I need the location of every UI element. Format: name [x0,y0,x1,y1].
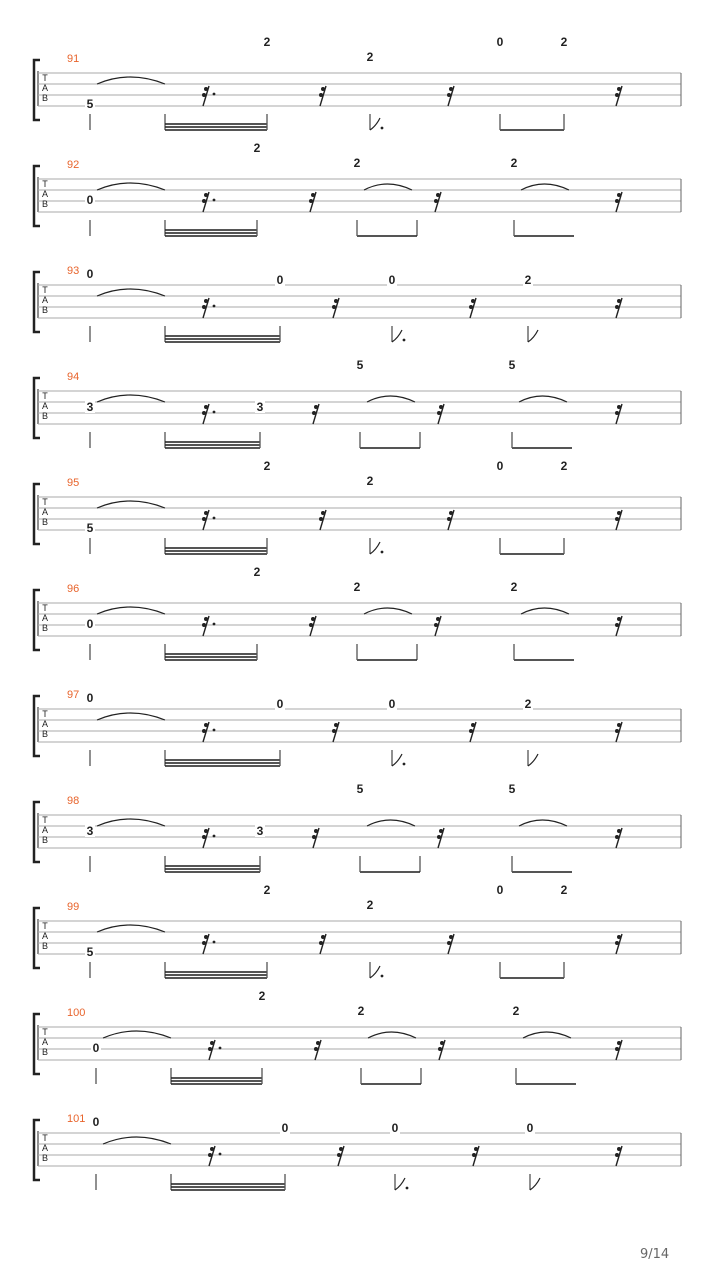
note-dot [381,975,384,978]
tab-clef-letter: B [41,305,49,315]
rest [434,616,441,636]
tie [368,1032,416,1038]
tab-clef-letter: B [41,835,49,845]
note-flag [528,754,538,766]
rest-flag [434,199,438,203]
note-dot [403,339,406,342]
rest-flag [314,1047,318,1051]
tie [521,184,569,190]
rest-flag [332,305,336,309]
system-bracket [34,484,40,544]
tab-clef-letter: B [41,199,49,209]
rest-flag [202,941,206,945]
tab-system [34,565,681,660]
rest-flag [339,1147,343,1151]
tab-clef-letter: T [42,179,48,189]
tab-system [34,141,681,236]
tie [103,1137,171,1144]
fret-number: 2 [263,35,271,49]
rest-flag [440,1041,444,1045]
fret-number: 2 [366,50,374,64]
tie [519,820,567,826]
fret-number: 2 [253,141,261,155]
rest [202,510,215,530]
fret-number: 2 [253,565,261,579]
fret-number: 0 [388,273,396,287]
system-bracket [34,590,40,650]
rest [615,192,622,212]
rest-flag [617,193,621,197]
fret-number: 5 [86,521,94,535]
rest-dot [213,305,216,308]
rest-flag [321,511,325,515]
tab-clef-letter: A [41,613,49,623]
rest-dot [213,835,216,838]
tab-clef-letter: A [41,1037,49,1047]
rest-flag [617,723,621,727]
fret-number: 0 [388,697,396,711]
rest [615,934,622,954]
tab-clef-letter: T [42,73,48,83]
rest [472,1146,479,1166]
rest-flag [319,93,323,97]
rest-flag [449,511,453,515]
fret-number: 2 [560,35,568,49]
rest-flag [615,1153,619,1157]
fret-number: 3 [86,824,94,838]
system-bracket [34,802,40,862]
rest-flag [202,411,206,415]
rest-dot [219,1153,222,1156]
rest-flag [316,1041,320,1045]
rest-flag [615,729,619,733]
tie [97,77,165,84]
tie [521,608,569,614]
rest-flag [332,729,336,733]
tab-clef-letter: B [41,1047,49,1057]
tab-clef-letter: B [41,93,49,103]
rest-flag [437,835,441,839]
tab-system [34,989,681,1084]
rest-flag [617,511,621,515]
rest [337,1146,344,1166]
rest-flag [449,87,453,91]
system-bracket [34,1120,40,1180]
rest-flag [204,193,208,197]
tab-clef-letter: A [41,83,49,93]
rest-flag [472,1153,476,1157]
rest [202,86,215,106]
rest-flag [314,829,318,833]
tie [364,608,412,614]
fret-number: 0 [86,193,94,207]
rest [469,298,476,318]
tab-clef-letter: A [41,295,49,305]
rest [615,86,622,106]
fret-number: 5 [86,945,94,959]
tab-clef-letter: B [41,517,49,527]
rest [202,722,215,742]
tab-system [34,265,681,342]
rest-flag [309,623,313,627]
tab-clef-letter: B [41,1153,49,1163]
rest [202,192,215,212]
rest-flag [321,935,325,939]
tab-system [34,35,681,130]
fret-number: 2 [510,156,518,170]
rest-flag [204,829,208,833]
measure-number: 94 [67,371,80,383]
rest-flag [439,829,443,833]
measure-number: 91 [67,53,80,65]
tab-clef-letter: A [41,931,49,941]
tab-clef-letter: T [42,709,48,719]
rest [208,1040,221,1060]
measure-number: 97 [67,689,80,701]
rest-flag [204,723,208,727]
rest-flag [617,1041,621,1045]
fret-number: 2 [263,459,271,473]
tie [523,1032,571,1038]
tie [97,713,165,720]
rest [447,510,454,530]
rest [615,510,622,530]
tab-system [34,459,681,554]
tie [367,820,415,826]
rest-dot [219,1047,222,1050]
fret-number: 3 [86,400,94,414]
measure-number: 100 [67,1007,86,1019]
system-bracket [34,378,40,438]
rest-flag [436,193,440,197]
fret-number: 2 [357,1004,365,1018]
fret-number: 0 [92,1041,100,1055]
rest-flag [204,935,208,939]
fret-number: 0 [281,1121,289,1135]
rest [615,1146,622,1166]
note-flag [395,1178,405,1190]
rest-flag [314,405,318,409]
tie [97,395,165,402]
fret-number: 5 [356,782,364,796]
rest [319,934,326,954]
rest [202,404,215,424]
fret-number: 3 [256,824,264,838]
rest-flag [309,199,313,203]
system-bracket [34,696,40,756]
rest-flag [204,617,208,621]
rest-dot [213,623,216,626]
rest [319,86,326,106]
rest-flag [321,87,325,91]
page-number: 9/14 [640,1247,670,1262]
rest-flag [615,199,619,203]
rest-dot [213,729,216,732]
rest [615,404,622,424]
note-flag [528,330,538,342]
fret-number: 2 [366,898,374,912]
rest [202,298,215,318]
system-bracket [34,908,40,968]
rest-flag [438,1047,442,1051]
rest [437,828,444,848]
rest [434,192,441,212]
rest [202,616,215,636]
measure-number: 95 [67,477,80,489]
rest [615,298,622,318]
rest [312,404,319,424]
rest [447,934,454,954]
rest-flag [337,1153,341,1157]
rest-flag [617,617,621,621]
note-dot [381,551,384,554]
rest-flag [202,199,206,203]
rest [615,828,622,848]
rest [208,1146,221,1166]
rest-flag [617,935,621,939]
note-dot [406,1187,409,1190]
tab-clef-letter: B [41,941,49,951]
tab-clef-letter: T [42,391,48,401]
rest [438,1040,445,1060]
note-dot [381,127,384,130]
tab-clef-letter: A [41,719,49,729]
tie [97,501,165,508]
rest [312,828,319,848]
rest [615,1040,622,1060]
tab-clef-letter: B [41,623,49,633]
tab-system [34,689,681,766]
rest-flag [471,723,475,727]
rest-flag [202,729,206,733]
tab-clef-letter: T [42,1133,48,1143]
rest-dot [213,93,216,96]
tab-clef-letter: A [41,401,49,411]
fret-number: 0 [92,1115,100,1129]
measure-number: 101 [67,1113,86,1125]
measure-number: 98 [67,795,80,807]
note-flag [530,1178,540,1190]
system-bracket [34,1014,40,1074]
rest-flag [202,623,206,627]
tie [364,184,412,190]
rest-flag [615,411,619,415]
rest-dot [213,517,216,520]
fret-number: 2 [263,883,271,897]
fret-number: 2 [560,459,568,473]
system-bracket [34,60,40,120]
tab-clef-letter: T [42,497,48,507]
rest-flag [615,305,619,309]
rest-flag [311,617,315,621]
rest-flag [617,87,621,91]
rest-flag [615,941,619,945]
rest-flag [617,405,621,409]
fret-number: 0 [391,1121,399,1135]
rest [615,616,622,636]
fret-number: 3 [256,400,264,414]
rest [202,934,215,954]
fret-number: 0 [496,35,504,49]
tie [519,396,567,402]
rest-flag [615,517,619,521]
rest-flag [447,941,451,945]
fret-number: 2 [524,273,532,287]
note-flag [392,754,402,766]
rest [202,828,215,848]
rest-flag [617,829,621,833]
tie [367,396,415,402]
rest [469,722,476,742]
tab-clef-letter: A [41,1143,49,1153]
rest [319,510,326,530]
rest [314,1040,321,1060]
tab-clef-letter: T [42,285,48,295]
rest-flag [436,617,440,621]
rest-flag [202,835,206,839]
rest-flag [447,93,451,97]
rest [332,722,339,742]
rest-flag [319,941,323,945]
fret-number: 2 [353,156,361,170]
tab-system [34,358,681,448]
fret-number: 0 [276,273,284,287]
note-dot [403,763,406,766]
fret-number: 2 [510,580,518,594]
measure-number: 96 [67,583,80,595]
fret-number: 0 [496,883,504,897]
rest-flag [204,405,208,409]
fret-number: 5 [86,97,94,111]
tie [97,607,165,614]
fret-number: 2 [258,989,266,1003]
tab-clef-letter: B [41,411,49,421]
rest-flag [210,1147,214,1151]
rest-flag [474,1147,478,1151]
tab-clef-letter: A [41,507,49,517]
tie [97,819,165,826]
rest-flag [617,1147,621,1151]
note-flag [370,966,380,978]
system-bracket [34,272,40,332]
tab-system [34,782,681,872]
system-bracket [34,166,40,226]
rest-flag [434,623,438,627]
rest-flag [469,729,473,733]
fret-number: 5 [356,358,364,372]
tab-clef-letter: A [41,189,49,199]
rest [309,616,316,636]
note-flag [370,542,380,554]
tie [97,925,165,932]
tab-system [34,883,681,978]
fret-number: 0 [526,1121,534,1135]
rest-dot [213,411,216,414]
rest [332,298,339,318]
rest-dot [213,199,216,202]
fret-number: 0 [86,617,94,631]
rest-flag [202,93,206,97]
fret-number: 0 [86,267,94,281]
rest-flag [447,517,451,521]
fret-number: 2 [366,474,374,488]
rest-flag [208,1153,212,1157]
fret-number: 0 [276,697,284,711]
fret-number: 0 [86,691,94,705]
fret-number: 0 [496,459,504,473]
rest-dot [213,941,216,944]
rest-flag [615,623,619,627]
rest-flag [615,835,619,839]
fret-number: 2 [524,697,532,711]
tab-clef-letter: B [41,729,49,739]
fret-number: 2 [353,580,361,594]
rest-flag [615,1047,619,1051]
rest-flag [469,305,473,309]
measure-number: 99 [67,901,80,913]
tab-clef-letter: T [42,1027,48,1037]
rest-flag [204,299,208,303]
tab-clef-letter: T [42,921,48,931]
tab-clef-letter: T [42,815,48,825]
measure-number: 93 [67,265,80,277]
rest-flag [439,405,443,409]
rest-flag [437,411,441,415]
rest [309,192,316,212]
rest-flag [334,723,338,727]
rest-flag [312,411,316,415]
rest [437,404,444,424]
tab-clef-letter: T [42,603,48,613]
rest-flag [210,1041,214,1045]
rest-flag [202,305,206,309]
rest-flag [471,299,475,303]
measure-number: 92 [67,159,80,171]
rest-flag [312,835,316,839]
rest-flag [311,193,315,197]
rest-flag [202,517,206,521]
rest-flag [319,517,323,521]
tie [97,183,165,190]
rest-flag [617,299,621,303]
rest-flag [204,87,208,91]
rest-flag [334,299,338,303]
rest-flag [204,511,208,515]
fret-number: 5 [508,358,516,372]
tie [97,289,165,296]
note-flag [392,330,402,342]
rest [615,722,622,742]
rest-flag [615,93,619,97]
note-flag [370,118,380,130]
fret-number: 5 [508,782,516,796]
fret-number: 2 [512,1004,520,1018]
rest-flag [208,1047,212,1051]
tie [103,1031,171,1038]
rest [447,86,454,106]
fret-number: 2 [560,883,568,897]
rest-flag [449,935,453,939]
tab-system [34,1113,681,1190]
tab-clef-letter: A [41,825,49,835]
